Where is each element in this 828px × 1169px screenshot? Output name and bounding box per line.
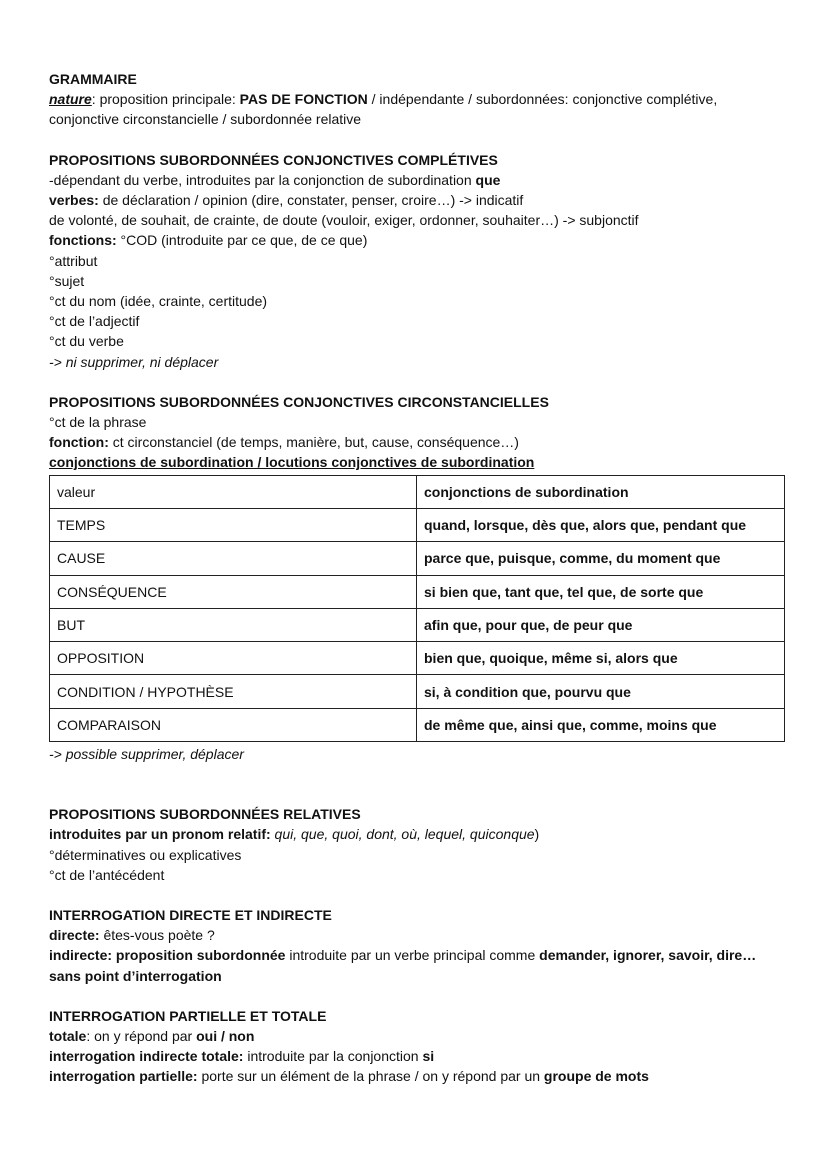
completives-item: °attribut [49, 252, 98, 269]
completives-item: °ct du verbe [49, 333, 124, 350]
indirecte-bold: proposition subordonnée [112, 947, 286, 964]
nature-bold: PAS DE FONCTION [239, 91, 368, 108]
indirecte-totale-bold: si [422, 1048, 435, 1065]
section-title-interrogation-directe: INTERROGATION DIRECTE ET INDIRECTE [49, 907, 332, 924]
table-row [50, 642, 785, 675]
completives-line-1-bold: que [475, 171, 501, 188]
section-title-circonstancielles: PROPOSITIONS SUBORDONNÉES CONJONCTIVES CIRCONSTANCIELLES [49, 393, 549, 410]
conjunctions-table [49, 475, 785, 742]
table-cell-valeur: TEMPS [50, 508, 417, 541]
circonstancielles-line-1: °ct de la phrase [49, 414, 147, 431]
table-cell-valeur: CAUSE [50, 542, 417, 575]
table-cell-conjonctions: quand, lorsque, dès que, alors que, pendant que [417, 508, 785, 541]
relatives-label: introduites par un pronom relatif: [49, 826, 271, 843]
circonstancielles-note: -> possible supprimer, déplacer [49, 746, 244, 763]
section-title-grammaire: GRAMMAIRE [49, 71, 137, 87]
completives-note: -> ni supprimer, ni déplacer [49, 353, 219, 370]
directe-label: directe: [49, 927, 100, 944]
table-row [50, 575, 785, 608]
verbes-text: de déclaration / opinion (dire, constater, penser, croire…) -> indicatif [98, 192, 524, 209]
table-cell-conjonctions: si bien que, tant que, tel que, de sorte que [417, 575, 785, 608]
completives-line-1 [49, 170, 788, 190]
table-row [50, 542, 785, 575]
indirecte-bold-2: demander, ignorer, savoir, dire… sans point d’interrogation [49, 947, 757, 984]
fonction-text: ct circonstanciel (de temps, manière, but, cause, conséquence…) [108, 434, 519, 451]
fonctions-label: fonctions: [49, 232, 117, 249]
relatives-line-end: ) [534, 826, 540, 843]
nature-text-2: / indépendante / subordonnées: conjonctive complétive, conjonctive circonstancielle / subordonnée relative [49, 91, 718, 128]
nature-text-1: : proposition principale: [91, 91, 240, 108]
table-header-cell: conjonctions de subordination [417, 475, 785, 508]
relatives-item: °ct de l’antécédent [49, 866, 165, 883]
relatives-item: °déterminatives ou explicatives [49, 846, 242, 863]
table-cell-valeur: COMPARAISON [50, 708, 417, 741]
partielle-line [49, 1066, 788, 1086]
table-cell-conjonctions: si, à condition que, pourvu que [417, 675, 785, 708]
table-cell-conjonctions: parce que, puisque, comme, du moment que [417, 542, 785, 575]
totale-label: totale [49, 1028, 87, 1045]
directe-line [49, 925, 788, 945]
table-cell-conjonctions: afin que, pour que, de peur que [417, 608, 785, 641]
table-cell-valeur: CONSÉQUENCE [50, 575, 417, 608]
table-header-row [50, 475, 785, 508]
completives-item: °sujet [49, 272, 85, 289]
totale-text: : on y répond par [86, 1028, 197, 1045]
totale-line [49, 1026, 788, 1046]
indirecte-totale-line [49, 1046, 788, 1066]
fonction-label: fonction: [49, 434, 109, 451]
verbes-line [49, 190, 788, 210]
partielle-label: interrogation partielle: [49, 1068, 198, 1085]
indirecte-totale-label: interrogation indirecte totale: [49, 1048, 244, 1065]
nature-label: nature [49, 91, 92, 108]
table-caption: conjonctions de subordination / locutions conjonctives de subordination [49, 454, 535, 471]
table-row [50, 675, 785, 708]
relatives-line-1 [49, 824, 788, 844]
verbes-label: verbes: [49, 192, 99, 209]
directe-text: êtes-vous poète ? [99, 927, 215, 944]
indirecte-totale-text: introduite par la conjonction [243, 1048, 423, 1065]
section-title-completives: PROPOSITIONS SUBORDONNÉES CONJONCTIVES COMPLÉTIVES [49, 151, 498, 168]
fonctions-line [49, 230, 788, 250]
section-title-relatives: PROPOSITIONS SUBORDONNÉES RELATIVES [49, 806, 361, 823]
table-cell-valeur: CONDITION / HYPOTHÈSE [50, 675, 417, 708]
partielle-bold: groupe de mots [543, 1068, 649, 1085]
table-cell-conjonctions: bien que, quoique, même si, alors que [417, 642, 785, 675]
table-row [50, 608, 785, 641]
table-row [50, 508, 785, 541]
fonction-line [49, 432, 788, 452]
table-cell-conjonctions: de même que, ainsi que, comme, moins que [417, 708, 785, 741]
volonte-line: de volonté, de souhait, de crainte, de doute (vouloir, exiger, ordonner, souhaiter…) -> subjonctif [49, 212, 639, 229]
table-row [50, 708, 785, 741]
completives-item: °ct de l’adjectif [49, 313, 140, 330]
indirecte-paragraph [49, 945, 789, 985]
indirecte-label: indirecte: [49, 947, 113, 964]
partielle-text: porte sur un élément de la phrase / on y répond par un [197, 1068, 544, 1085]
fonctions-text: °COD (introduite par ce que, de ce que) [116, 232, 368, 249]
completives-line-1-text: -dépendant du verbe, introduites par la conjonction de subordination [49, 171, 476, 188]
relatives-pronouns: qui, que, quoi, dont, où, lequel, quiconque [270, 826, 535, 843]
table-cell-valeur: OPPOSITION [50, 642, 417, 675]
table-cell-valeur: BUT [50, 608, 417, 641]
nature-paragraph [49, 89, 789, 129]
section-title-interrogation-partielle: INTERROGATION PARTIELLE ET TOTALE [49, 1007, 327, 1024]
totale-bold: oui / non [196, 1028, 255, 1045]
table-header-cell: valeur [50, 475, 417, 508]
indirecte-text: introduite par un verbe principal comme [285, 947, 540, 964]
completives-item: °ct du nom (idée, crainte, certitude) [49, 293, 268, 310]
